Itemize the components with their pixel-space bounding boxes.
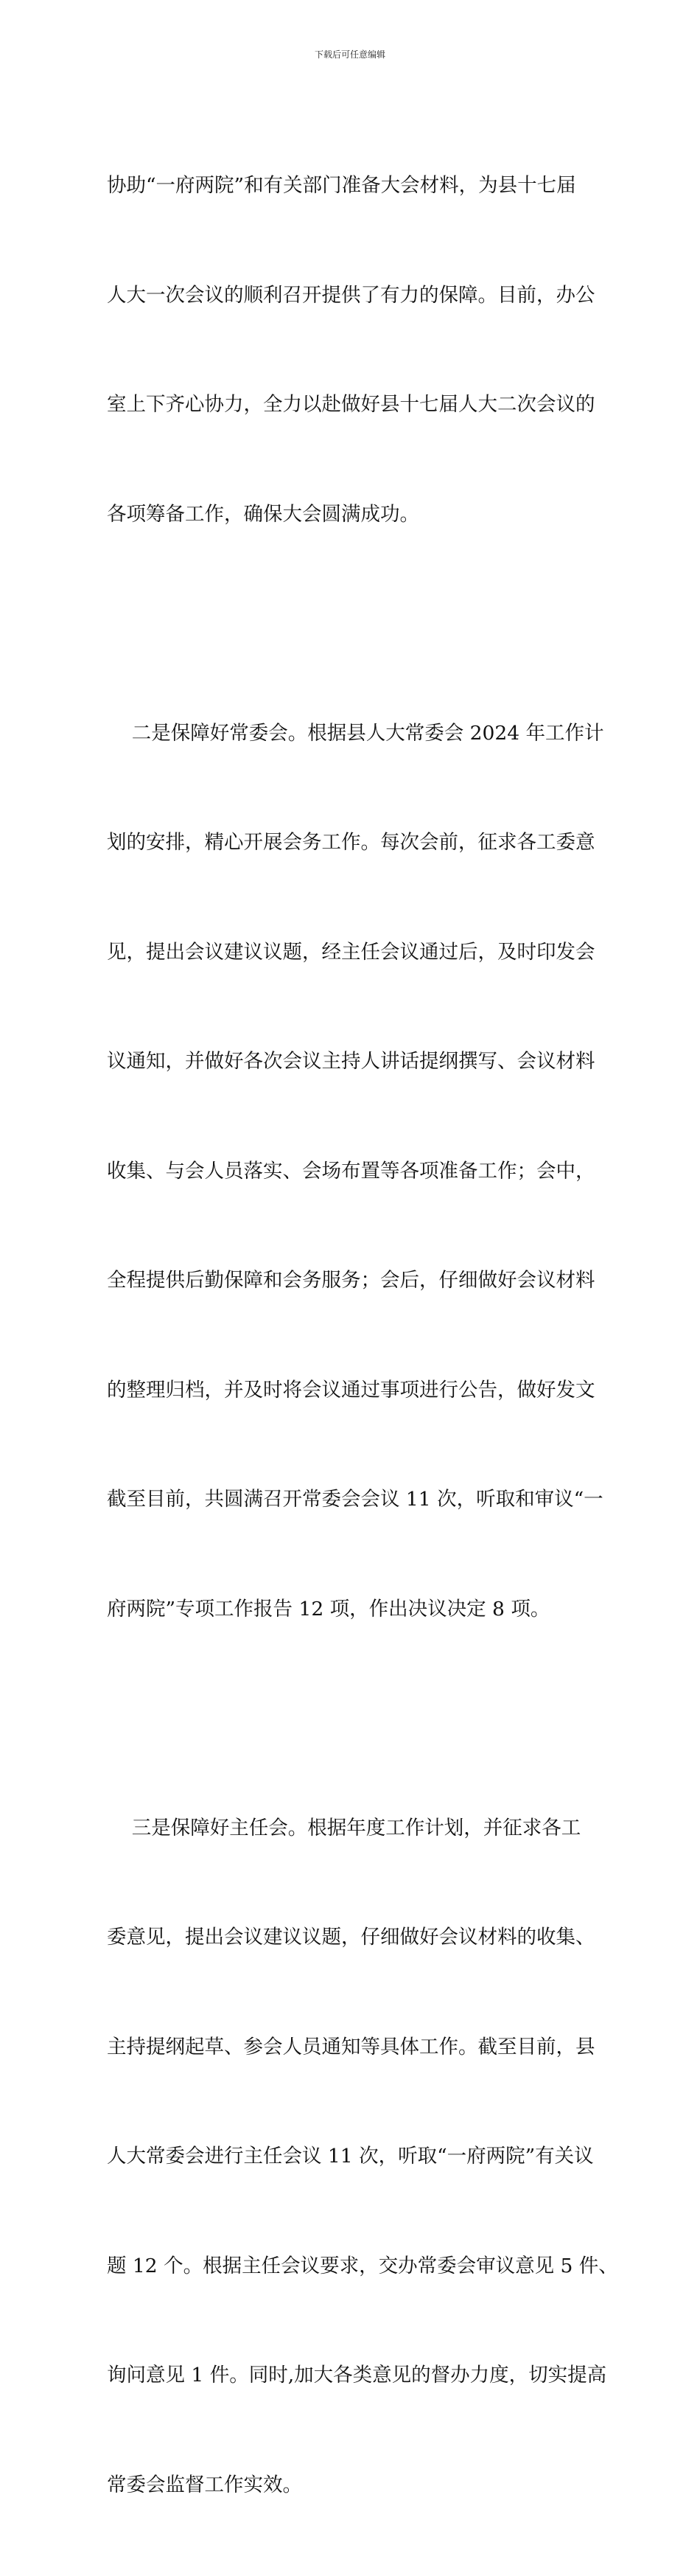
text-line: 府两院”专项工作报告 12 项，作出决议决定 8 项。 (107, 1591, 601, 1628)
text-line: 收集、与会人员落实、会场布置等各项准备工作；会中， (107, 1153, 601, 1190)
text-line: 协助“一府两院”和有关部门准备大会材料，为县十七届 (107, 167, 601, 204)
paragraph-3 (107, 1737, 601, 2576)
page-header: 下载后可任意编辑 (0, 49, 700, 60)
text-line: 三是保障好主任会。根据年度工作计划，并征求各工 (107, 1810, 601, 1847)
text-line: 人大常委会进行主任会议 11 次，听取“一府两院”有关议 (107, 2138, 601, 2175)
text-line: 的整理归档，并及时将会议通过事项进行公告，做好发文 (107, 1372, 601, 1409)
text-line: 见，提出会议建议议题，经主任会议通过后，及时印发会 (107, 934, 601, 971)
text-line: 全程提供后勤保障和会务服务；会后，仔细做好会议材料 (107, 1262, 601, 1299)
text-line: 询问意见 1 件。同时,加大各类意见的督办力度，切实提高 (107, 2357, 601, 2394)
text-line: 各项筹备工作，确保大会圆满成功。 (107, 496, 601, 533)
paragraph-1 (107, 94, 601, 605)
paragraph-spacer (107, 605, 601, 642)
document-body (107, 94, 601, 2576)
text-line: 主持提纲起草、参会人员通知等具体工作。截至目前，县 (107, 2029, 601, 2066)
paragraph-spacer (107, 1700, 601, 1737)
text-line: 委意见，提出会议建议议题，仔细做好会议材料的收集、 (107, 1919, 601, 1956)
text-line: 二是保障好常委会。根据县人大常委会 2024 年工作计 (107, 715, 601, 752)
text-line: 议通知，并做好各次会议主持人讲话提纲撰写、会议材料 (107, 1043, 601, 1080)
paragraph-2 (107, 642, 601, 1701)
text-line: 常委会监督工作实效。 (107, 2467, 601, 2504)
text-line: 人大一次会议的顺利召开提供了有力的保障。目前，办公 (107, 277, 601, 314)
text-line: 题 12 个。根据主任会议要求，交办常委会审议意见 5 件、 (107, 2248, 601, 2285)
text-line: 划的安排，精心开展会务工作。每次会前，征求各工委意 (107, 824, 601, 861)
text-line: 截至目前，共圆满召开常委会会议 11 次，听取和审议“一 (107, 1481, 601, 1518)
text-line: 室上下齐心协力，全力以赴做好县十七届人大二次会议的 (107, 386, 601, 423)
